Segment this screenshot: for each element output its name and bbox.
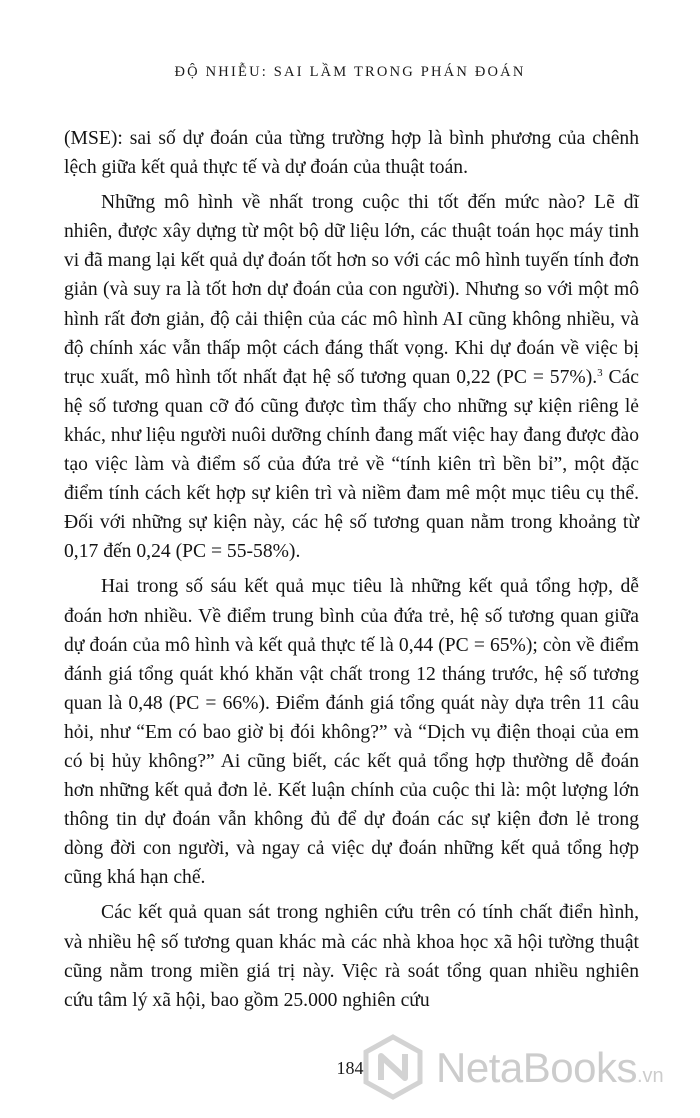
watermark-brand: NetaBooks — [436, 1044, 637, 1091]
body-text — [64, 124, 639, 1021]
paragraph-2-part-a: Những mô hình về nhất trong cuộc thi tốt đến mức nào? Lẽ dĩ nhiên, được xây dựng từ một bộ dữ liệu lớn, các thuật toán học máy tinh vi đã mang lại kết quả dự đoán tốt hơn so với các mô hình tuyến tính đơn giản (và suy ra là tốt hơn dự đoán của con người). Nhưng so với một mô hình rất đơn giản, độ cải thiện của các mô hình AI cũng không nhiều, và độ chính xác vẫn thấp một cách đáng thất vọng. Khi dự đoán về việc bị trục xuất, mô hình tốt nhất đạt hệ số tương quan 0,22 (PC = 57%). — [64, 192, 639, 388]
paragraph-1: (MSE): sai số dự đoán của từng trường hợp là bình phương của chênh lệch giữa kết quả thực tế và dự đoán của thuật toán. — [64, 128, 639, 179]
paragraph-2 — [64, 188, 639, 566]
netabooks-logo-icon — [360, 1034, 426, 1100]
page-number: 184 — [336, 1058, 364, 1078]
running-head: ĐỘ NHIỄU: SAI LẦM TRONG PHÁN ĐOÁN — [174, 64, 526, 80]
watermark-tld: .vn — [636, 1065, 664, 1087]
paragraph-4: Các kết quả quan sát trong nghiên cứu trên có tính chất điển hình, và nhiều hệ số tương quan khác mà các nhà khoa học xã hội tường thuật cũng nằm trong miền giá trị này. Việc rà soát tổng quan nhiều nghiên cứu tâm lý xã hội, bao gồm 25.000 nghiên cứu — [64, 902, 639, 1011]
paragraph-2-part-b: Các hệ số tương quan cỡ đó cũng được tìm thấy cho những sự kiện riêng lẻ khác, như liệu người nuôi dưỡng chính đang mất việc hay đang được đào tạo việc làm và điểm số của đứa trẻ về “tính kiên trì bền bỉ”, một đặc điểm tính cách kết hợp sự kiên trì và niềm đam mê một mục tiêu cụ thể. Đối với những sự kiện này, các hệ số tương quan nằm trong khoảng từ 0,17 đến 0,24 (PC = 55-58%). — [64, 366, 639, 563]
footnote-marker: 3 — [597, 366, 603, 379]
watermark-text — [436, 1044, 664, 1092]
paragraph-3: Hai trong số sáu kết quả mục tiêu là những kết quả tổng hợp, dễ đoán hơn nhiều. Về điểm trung bình của đứa trẻ, hệ số tương quan giữa dự đoán của mô hình và kết quả thực tế là 0,44 (PC = 65%); còn về điểm đánh giá tổng quát khó khăn vật chất trong 12 tháng trước, hệ số tương quan là 0,48 (PC = 66%). Điểm đánh giá tổng quát này dựa trên 11 câu hỏi, như “Em có bao giờ bị đói không?” và “Dịch vụ điện thoại của em có bị hủy không?” Ai cũng biết, các kết quả tổng hợp thường dễ đoán hơn những kết quả đơn lẻ. Kết luận chính của cuộc thi là: một lượng lớn thông tin dự đoán vẫn không đủ để dự đoán các sự kiện đơn lẻ trong dòng đời con người, và ngay cả việc dự đoán những kết quả tổng hợp cũng khá hạn chế. — [64, 576, 639, 889]
watermark — [360, 1028, 690, 1108]
